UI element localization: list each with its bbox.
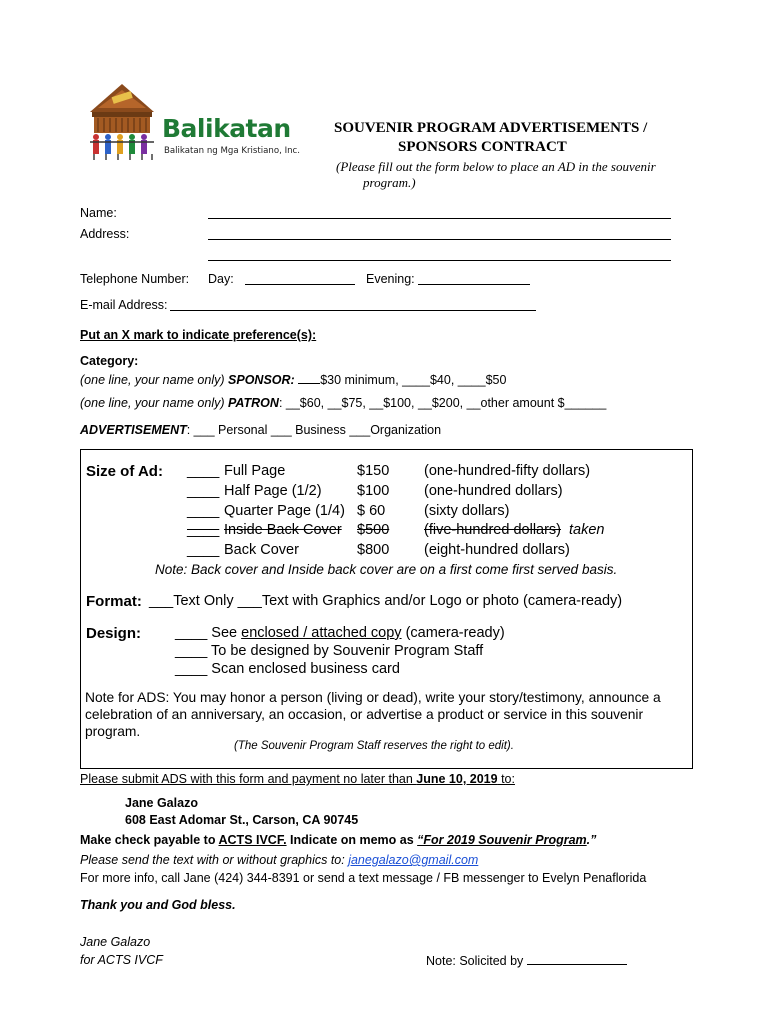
solicited-by-row[interactable] xyxy=(426,953,627,968)
format-options[interactable]: ___Text Only ___Text with Graphics and/or Logo or photo (camera-ready) xyxy=(149,593,623,609)
check-payee: ACTS IVCF. xyxy=(218,833,287,847)
ad-size-price: $100 xyxy=(357,483,390,499)
check-line xyxy=(80,833,596,847)
address-field-line1[interactable] xyxy=(208,228,671,240)
ad-size-words: (eight-hundred dollars) xyxy=(424,542,570,558)
ad-size-blank: ____ xyxy=(187,503,220,519)
ad-size-words: (one-hundred-fifty dollars) xyxy=(424,463,591,479)
design-option-enclosed[interactable] xyxy=(175,625,505,641)
design-option-staff[interactable]: ____ To be designed by Souvenir Program Staff xyxy=(175,643,484,659)
check-end: .” xyxy=(586,833,597,847)
ad-size-name: Full Page xyxy=(224,463,286,479)
telephone-day-field[interactable] xyxy=(245,273,355,285)
check-prefix: Make check payable to xyxy=(80,833,219,847)
ad-size-words: (sixty dollars) xyxy=(424,503,510,519)
ad-size-words: (five-hundred dollars) xyxy=(424,522,562,538)
ads-note-line2: celebration of an anniversary, an occasion, or advertise a product or service in this souvenir xyxy=(85,707,644,722)
patron-label: PATRON xyxy=(228,396,279,410)
ad-size-price: $500 xyxy=(357,522,390,538)
design-option1-prefix: ____ See xyxy=(175,625,242,641)
deadline-suffix: to: xyxy=(497,772,515,786)
solicited-by-field[interactable] xyxy=(527,953,627,965)
ad-size-price: $ 60 xyxy=(357,503,386,519)
advertisement-row[interactable] xyxy=(80,423,441,437)
size-of-ad-label: Size of Ad: xyxy=(86,463,163,480)
address-label: Address: xyxy=(80,227,130,241)
logo-tagline: Balikatan ng Mga Kristiano, Inc. xyxy=(164,146,301,156)
email-address-link[interactable]: janegalazo@gmail.com xyxy=(348,853,479,867)
name-label: Name: xyxy=(80,206,117,220)
design-option-scan[interactable]: ____ Scan enclosed business card xyxy=(175,661,400,677)
ad-size-blank: ____ xyxy=(187,542,220,558)
name-field[interactable] xyxy=(208,207,671,219)
telephone-evening-label: Evening: xyxy=(366,272,415,286)
house-logo-icon xyxy=(82,82,162,162)
ad-size-blank: ____ xyxy=(187,483,220,499)
size-note: Note: Back cover and Inside back cover are on a first come first served basis. xyxy=(155,562,618,577)
ads-note-line3: program. xyxy=(85,724,141,739)
staff-edit-note: (The Souvenir Program Staff reserves the right to edit). xyxy=(234,740,514,752)
advertisement-options: : ___ Personal ___ Business ___Organization xyxy=(186,423,442,437)
patron-options: : __$60, __$75, __$100, __$200, __other amount $______ xyxy=(278,396,607,410)
solicited-by-label: Note: Solicited by xyxy=(426,954,524,968)
signer-org: for ACTS IVCF xyxy=(80,953,163,967)
telephone-evening-field[interactable] xyxy=(418,273,530,285)
signer-name: Jane Galazo xyxy=(80,935,151,949)
patron-prefix: (one line, your name only) xyxy=(80,396,225,410)
patron-row[interactable] xyxy=(80,396,606,410)
design-label: Design: xyxy=(86,625,142,642)
recipient-name: Jane Galazo xyxy=(125,796,198,810)
ad-size-name: Back Cover xyxy=(224,542,299,558)
ad-size-words: (one-hundred dollars) xyxy=(424,483,563,499)
address-field-line2[interactable] xyxy=(208,249,671,261)
design-option1-link: enclosed / attached copy xyxy=(241,625,402,641)
form-instruction-line2: program.) xyxy=(363,175,416,190)
ad-size-name: Quarter Page (1/4) xyxy=(224,503,345,519)
ad-size-name: Inside Back Cover xyxy=(224,522,342,538)
form-title-line1: SOUVENIR PROGRAM ADVERTISEMENTS / xyxy=(334,120,648,136)
email-label: E-mail Address: xyxy=(80,298,168,312)
category-label: Category: xyxy=(80,354,139,368)
sponsor-label: SPONSOR: xyxy=(228,373,295,387)
thanks-line: Thank you and God bless. xyxy=(80,898,236,912)
ad-size-blank: ____ xyxy=(187,522,220,538)
sponsor-blank[interactable] xyxy=(298,372,320,384)
advertisement-label: ADVERTISEMENT xyxy=(80,423,187,437)
deadline-prefix: Please submit ADS with this form and payment no later than xyxy=(80,772,417,786)
logo xyxy=(82,82,307,162)
email-field[interactable] xyxy=(170,299,536,311)
form-instruction-line1: (Please fill out the form below to place an AD in the souvenir xyxy=(336,159,656,174)
email-send-line xyxy=(80,853,478,867)
email-send-prefix: Please send the text with or without graphics to: xyxy=(80,853,349,867)
ad-size-name: Half Page (1/2) xyxy=(224,483,322,499)
check-middle: Indicate on memo as xyxy=(286,833,418,847)
sponsor-row[interactable] xyxy=(80,372,506,387)
ad-size-price: $150 xyxy=(357,463,390,479)
more-info-line: For more info, call Jane (424) 344-8391 or send a text message / FB messenger to Evelyn Penaflorida xyxy=(80,871,647,885)
ad-size-blank: ____ xyxy=(187,463,220,479)
telephone-label: Telephone Number: xyxy=(80,272,190,286)
deadline-date: June 10, 2019 xyxy=(416,772,498,786)
format-label: Format: xyxy=(86,593,142,610)
sponsor-prefix: (one line, your name only) xyxy=(80,373,225,387)
recipient-address: 608 East Adomar St., Carson, CA 90745 xyxy=(125,813,359,827)
ads-note-line1: Note for ADS: You may honor a person (living or dead), write your story/testimony, announce a xyxy=(85,690,661,705)
deadline-line xyxy=(80,772,515,786)
ad-size-price: $800 xyxy=(357,542,390,558)
logo-wordmark: Balikatan xyxy=(162,114,291,143)
check-memo: “For 2019 Souvenir Program xyxy=(417,833,587,847)
ad-size-status: taken xyxy=(569,522,605,538)
design-option1-suffix: (camera-ready) xyxy=(401,625,505,641)
form-title-line2: SPONSORS CONTRACT xyxy=(398,139,567,155)
sponsor-options: $30 minimum, ____$40, ____$50 xyxy=(320,373,507,387)
preference-heading: Put an X mark to indicate preference(s): xyxy=(80,328,317,342)
telephone-day-label: Day: xyxy=(208,272,234,286)
